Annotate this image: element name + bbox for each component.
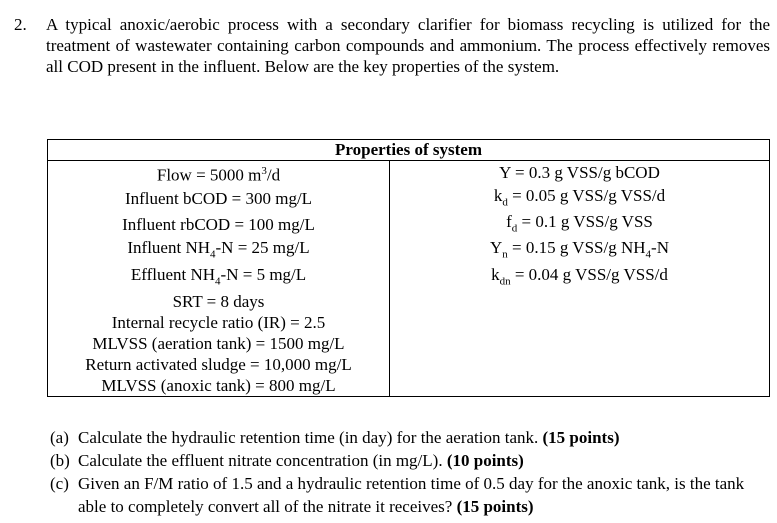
property-right: $k_{dn} = 0.04$ g VSS/g VSS/d: [390, 265, 770, 291]
part-points: (15 points): [542, 428, 620, 447]
question-intro: A typical anoxic/aerobic process with a secondary clarifier for biomass recycling is utilized for the treatment of wastewater containing carbon compounds and ammonium. The process effectively removes all COD present in the influent. Below are the key properties of the system.: [46, 15, 770, 76]
property-left: Effluent $NH_4-N = 5$ mg/L: [48, 265, 390, 291]
property-left: Influent rbCOD = 100 mg/L: [48, 212, 390, 238]
part-b: [50, 449, 775, 472]
part-text: Given an F/M ratio of 1.5 and a hydraulic retention time of 0.5 day for the anoxic tank, is the tank able to completely convert all of the nitrate it receives? (15 points): [78, 474, 745, 516]
part-label: (c): [50, 474, 69, 493]
property-right: [390, 375, 770, 397]
property-right: $Y_n = 0.15$ g VSS/g $NH_4-N$: [390, 238, 770, 264]
table-row: [48, 312, 770, 333]
table-row: [48, 186, 770, 212]
table-row: [48, 291, 770, 312]
properties-table: [47, 139, 770, 397]
part-text: Calculate the effluent nitrate concentration (in mg/L). (10 points): [78, 451, 524, 470]
question-parts: [50, 426, 775, 518]
table-row: [48, 212, 770, 238]
part-a: [50, 426, 775, 449]
property-left: Internal recycle ratio (IR) = 2.5: [48, 312, 390, 333]
property-right: $k_d = 0.05$ g VSS/g VSS/d: [390, 186, 770, 212]
table-row: [48, 265, 770, 291]
property-right: [390, 291, 770, 312]
table-row: [48, 238, 770, 264]
property-left: Influent bCOD = 300 mg/L: [48, 186, 390, 212]
property-right: Y = 0.3 g VSS/g bCOD: [390, 161, 770, 186]
table-body: [48, 161, 770, 397]
property-right: [390, 333, 770, 354]
property-right: $f_d = 0.1$ g VSS/g VSS: [390, 212, 770, 238]
property-left: MLVSS (anoxic tank) = 800 mg/L: [48, 375, 390, 397]
property-left: Return activated sludge = 10,000 mg/L: [48, 354, 390, 375]
property-right: [390, 354, 770, 375]
part-points: (15 points): [456, 497, 534, 516]
property-left: MLVSS (aeration tank) = 1500 mg/L: [48, 333, 390, 354]
table-row: [48, 354, 770, 375]
part-label: (b): [50, 451, 70, 470]
table-row: [48, 333, 770, 354]
table-row: [48, 375, 770, 397]
table-title: Properties of system: [48, 140, 770, 161]
property-left: SRT = 8 days: [48, 291, 390, 312]
property-left: Flow = 5000 $m^3/d$: [48, 161, 390, 186]
part-label: (a): [50, 428, 69, 447]
question-number: 2.: [14, 15, 27, 34]
table-row: [48, 161, 770, 186]
part-c: [50, 472, 775, 518]
part-text: Calculate the hydraulic retention time (in day) for the aeration tank. (15 points): [78, 428, 620, 447]
part-points: (10 points): [446, 451, 524, 470]
property-right: [390, 312, 770, 333]
property-left: Influent $NH_4-N = 25$ mg/L: [48, 238, 390, 264]
